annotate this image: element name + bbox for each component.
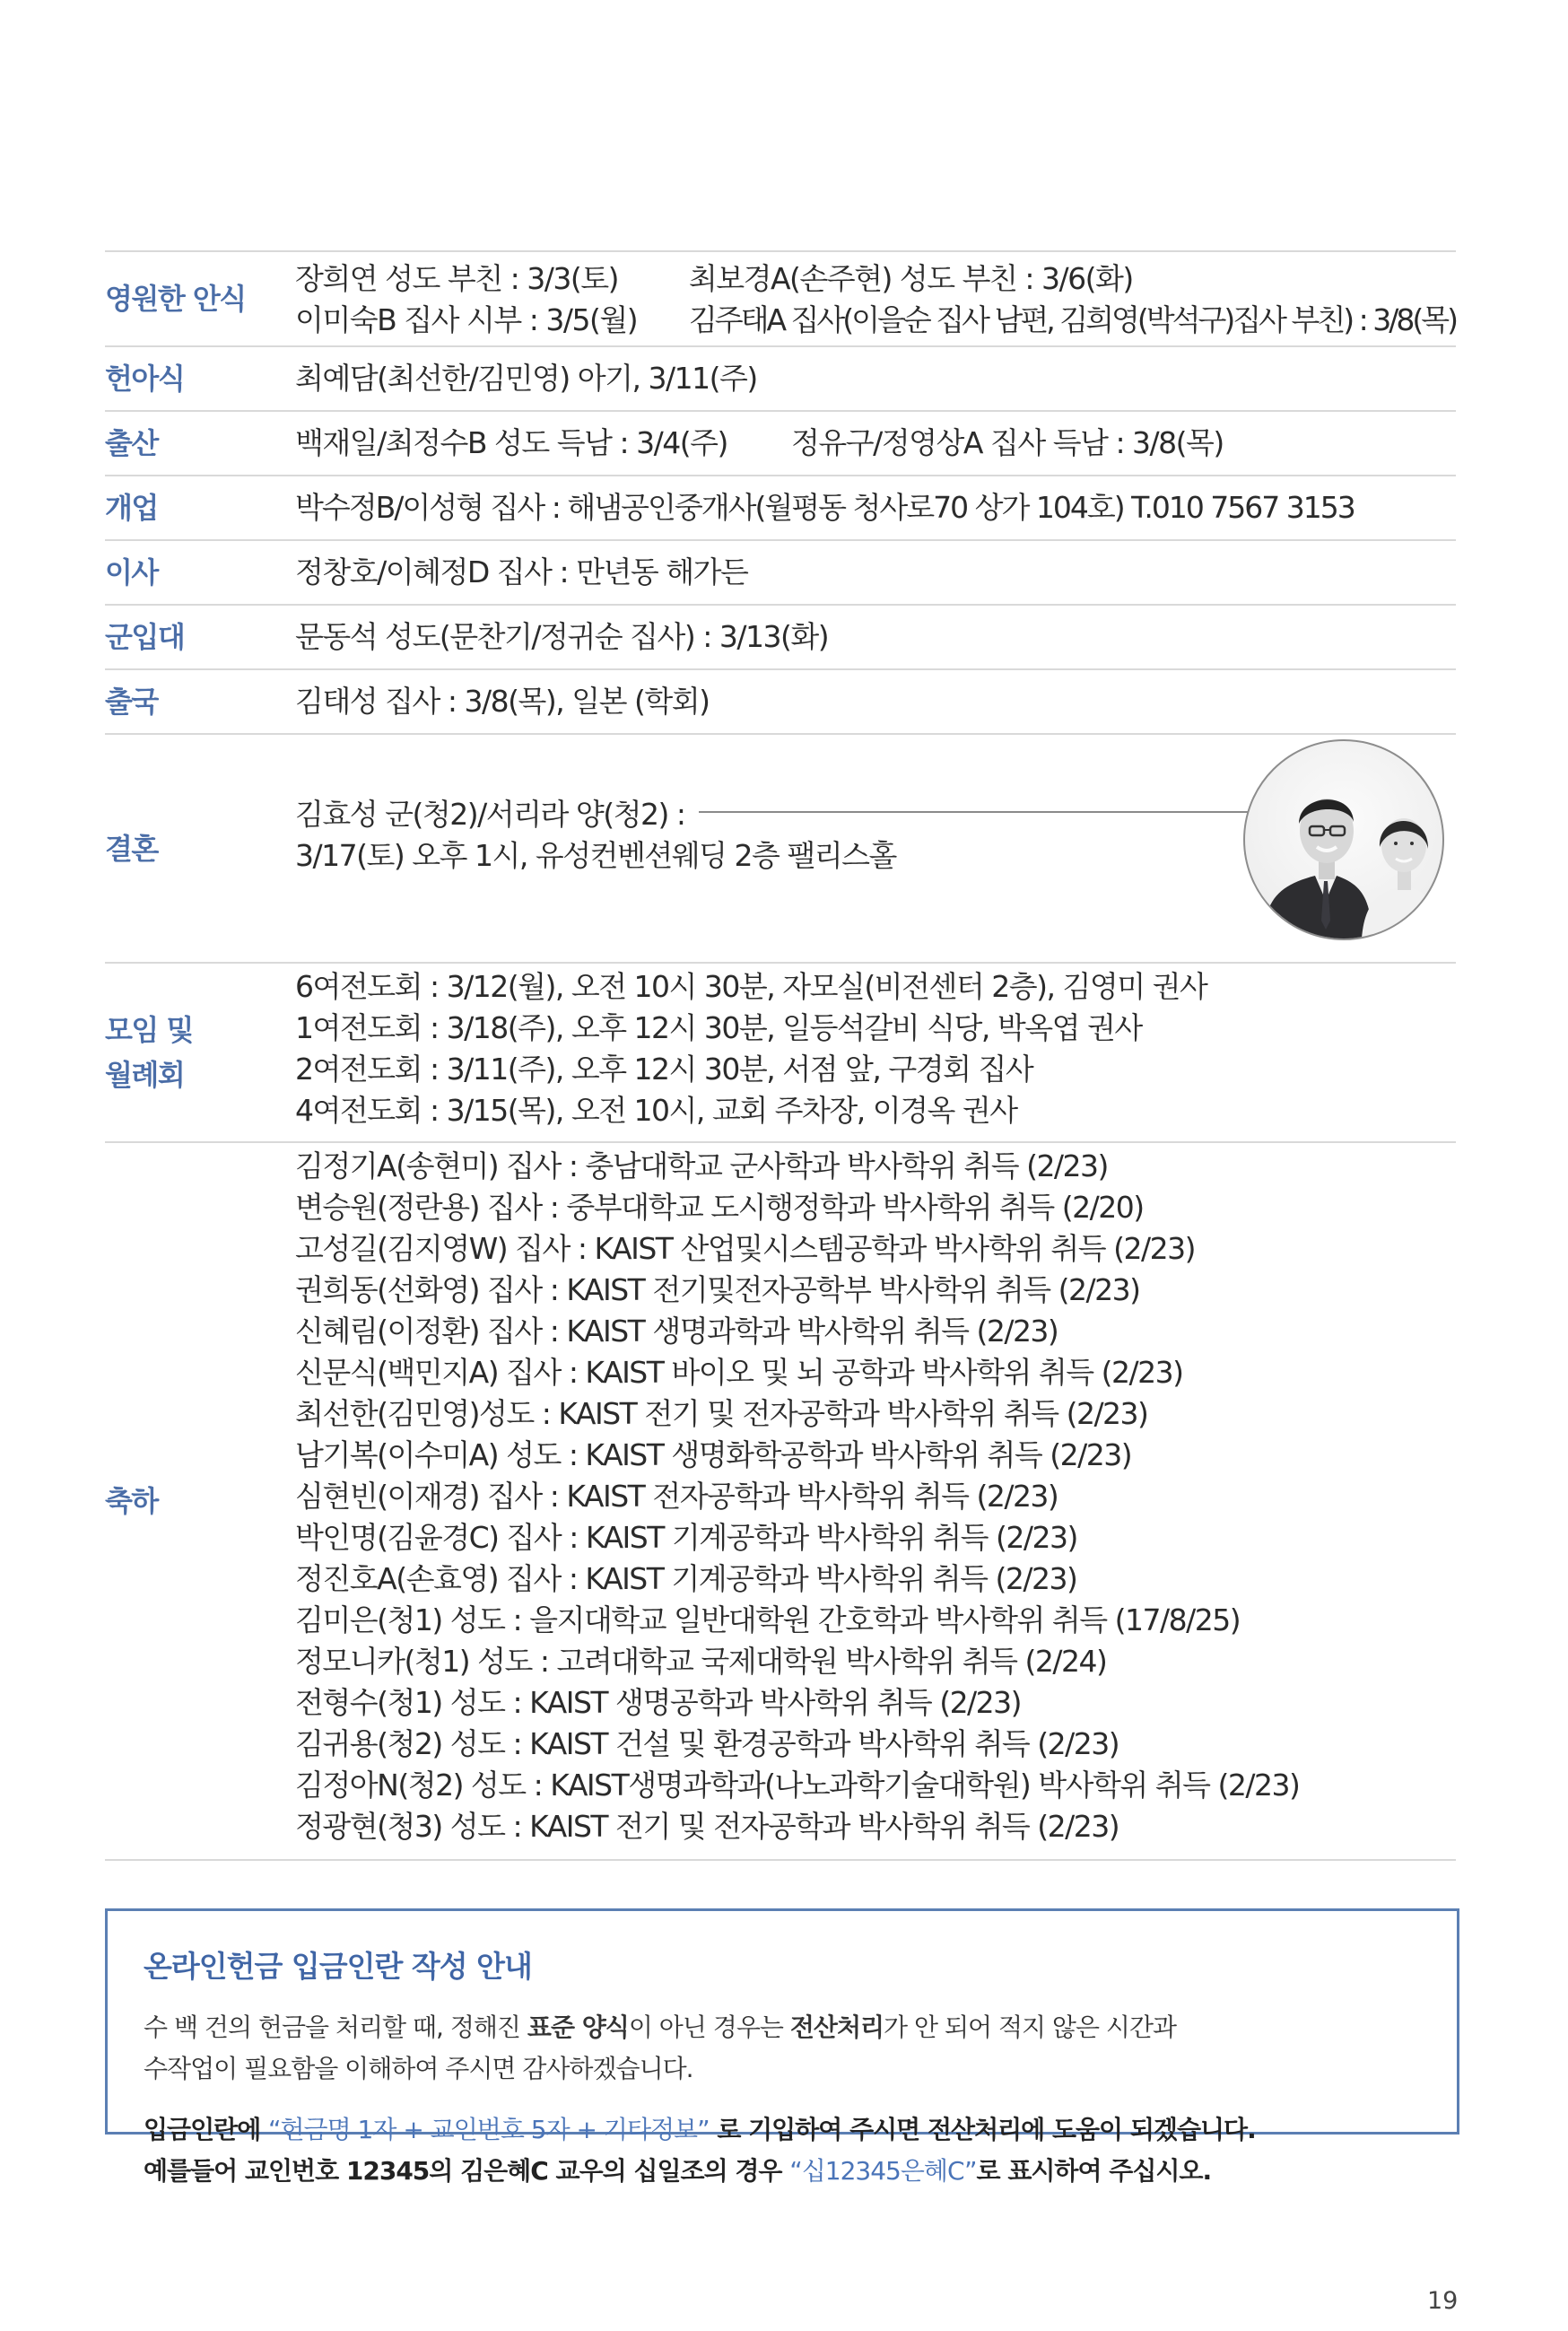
- row-military: [105, 606, 1456, 670]
- list-item: 3/17(토) 오후 1시, 유성컨벤션웨딩 2층 팰리스홀: [295, 838, 896, 873]
- category-label: 개업: [105, 491, 158, 525]
- list-item: 정창호/이혜정D 집사 : 만년동 해가든: [295, 554, 748, 589]
- list-item: 김귀용(청2) 성도 : KAIST 건설 및 환경공학과 박사학위 취득 (2/23): [295, 1726, 1119, 1761]
- list-item: 2여전도회 : 3/11(주), 오후 12시 30분, 서점 앞, 구경회 집사: [295, 1052, 1033, 1087]
- category-label: 군입대: [105, 620, 185, 654]
- row-business: [105, 476, 1456, 541]
- category-label: 출산: [105, 426, 158, 460]
- wedding-couple-photo: [1243, 739, 1444, 940]
- row-departure: [105, 670, 1456, 735]
- list-item: 김주태A 집사(이을순 집사 남편, 김희영(박석구)집사 부친) : 3/8(목): [688, 302, 1456, 337]
- notice-text: 입금인란에: [144, 2115, 268, 2144]
- list-item: 최보경A(손주현) 성도 부친 : 3/6(화): [688, 261, 1133, 296]
- list-item: 6여전도회 : 3/12(월), 오전 10시 30분, 자모실(비전센터 2층), 김영미 권사: [295, 969, 1207, 1004]
- category-label: 축하: [105, 1484, 158, 1518]
- list-item: 백재일/최정수B 성도 득남 : 3/4(주): [295, 425, 727, 460]
- list-item: 김정기A(송현미) 집사 : 충남대학교 군사학과 박사학위 취득 (2/23): [295, 1148, 1108, 1183]
- online-offering-notice: [105, 1908, 1459, 2186]
- row-moving: [105, 541, 1456, 606]
- list-item: 1여전도회 : 3/18(주), 오후 12시 30분, 일등석갈비 식당, 박옥엽 권사: [295, 1010, 1142, 1045]
- row-meetings: [105, 964, 1456, 1143]
- category-label: 영원한 안식: [105, 282, 246, 316]
- list-item: 정진호A(손효영) 집사 : KAIST 기계공학과 박사학위 취득 (2/23): [295, 1561, 1077, 1596]
- category-label: 이사: [105, 555, 158, 589]
- notice-text: 로 기입하여 주시면 전산처리에 도움이 되겠습니다.: [709, 2115, 1256, 2144]
- row-dedication: [105, 347, 1456, 412]
- leader-line: [699, 811, 1264, 813]
- notice-body: [144, 2007, 1176, 2090]
- notice-format-example: “헌금명 1자 + 교인번호 5자 + 기타정보”: [268, 2115, 710, 2144]
- list-item: 신문식(백민지A) 집사 : KAIST 바이오 및 뇌 공학과 박사학위 취득 (2/23): [295, 1355, 1183, 1390]
- list-item: 장희연 성도 부친 : 3/3(토): [295, 261, 618, 296]
- list-item: 김효성 군(청2)/서리라 양(청2) :: [295, 797, 685, 832]
- category-label: 출국: [105, 685, 158, 719]
- notice-emphasis: 표준 양식: [527, 2012, 629, 2042]
- notice-text: 로 표시하여 주십시오.: [976, 2156, 1212, 2186]
- category-label: 결혼: [105, 831, 158, 866]
- notice-text: 가 안 되어 적지 않은 시간과: [884, 2012, 1177, 2042]
- notice-emphasis: 전산처리: [789, 2012, 884, 2042]
- list-item: 4여전도회 : 3/15(목), 오전 10시, 교회 주차장, 이경옥 권사: [295, 1093, 1017, 1128]
- row-birth: [105, 412, 1456, 476]
- list-item: 심현빈(이재경) 집사 : KAIST 전자공학과 박사학위 취득 (2/23): [295, 1479, 1058, 1514]
- notice-text: 수작업이 필요함을 이해하여 주시면 감사하겠습니다.: [144, 2054, 693, 2083]
- list-item: 박인명(김윤경C) 집사 : KAIST 기계공학과 박사학위 취득 (2/23): [295, 1520, 1077, 1555]
- notice-title: 온라인헌금 입금인란 작성 안내: [144, 1949, 532, 1984]
- list-item: 권희동(선화영) 집사 : KAIST 전기및전자공학부 박사학위 취득 (2/23): [295, 1272, 1140, 1307]
- list-item: 최선한(김민영)성도 : KAIST 전기 및 전자공학과 박사학위 취득 (2/23): [295, 1396, 1148, 1431]
- notice-text: 수 백 건의 헌금을 처리할 때, 정해진: [144, 2012, 527, 2042]
- category-label: [105, 964, 293, 1141]
- row-congratulations: [105, 1143, 1456, 1861]
- list-item: 김미은(청1) 성도 : 을지대학교 일반대학원 간호학과 박사학위 취득 (17/8/25): [295, 1602, 1241, 1637]
- list-item: 전형수(청1) 성도 : KAIST 생명공학과 박사학위 취득 (2/23): [295, 1685, 1022, 1720]
- list-item: 이미숙B 집사 시부 : 3/5(월): [295, 302, 638, 337]
- category-label: 헌아식: [105, 362, 185, 396]
- row-eternal-rest: [105, 252, 1456, 347]
- list-item: 김정아N(청2) 성도 : KAIST생명과학과(나노과학기술대학원) 박사학위 취득 (2/23): [295, 1768, 1300, 1803]
- couple-illustration: [1245, 741, 1442, 939]
- notice-instructions: [144, 2109, 1256, 2192]
- list-item: 최예담(최선한/김민영) 아기, 3/11(주): [295, 361, 757, 396]
- category-label-line: 월례회: [105, 1058, 185, 1092]
- list-item: 정유구/정영상A 집사 득남 : 3/8(목): [791, 425, 1224, 460]
- list-item: 정광현(청3) 성도 : KAIST 전기 및 전자공학과 박사학위 취득 (2/23): [295, 1809, 1119, 1844]
- list-item: 박수정B/이성형 집사 : 해냄공인중개사(월평동 청사로70 상가 104호) T.010 7567 3153: [295, 490, 1355, 525]
- list-item: 문동석 성도(문찬기/정귀순 집사) : 3/13(화): [295, 619, 829, 654]
- list-item: 고성길(김지영W) 집사 : KAIST 산업및시스템공학과 박사학위 취득 (2/23): [295, 1231, 1195, 1266]
- list-item: 남기복(이수미A) 성도 : KAIST 생명화학공학과 박사학위 취득 (2/23): [295, 1437, 1132, 1472]
- category-label-line: 모임 및: [105, 1013, 193, 1047]
- list-item: 김태성 집사 : 3/8(목), 일본 (학회): [295, 684, 710, 719]
- row-wedding: [105, 735, 1456, 964]
- news-table: [105, 250, 1456, 1861]
- notice-format-example: “십12345은혜C”: [789, 2156, 977, 2186]
- notice-text: 예를들어 교인번호 12345의 김은혜C 교우의 십일조의 경우: [144, 2156, 790, 2186]
- list-item: 변승원(정란용) 집사 : 중부대학교 도시행정학과 박사학위 취득 (2/20): [295, 1190, 1144, 1225]
- list-item: 신혜림(이정환) 집사 : KAIST 생명과학과 박사학위 취득 (2/23): [295, 1314, 1058, 1349]
- notice-text: 이 아닌 경우는: [628, 2012, 790, 2042]
- list-item: 정모니카(청1) 성도 : 고려대학교 국제대학원 박사학위 취득 (2/24): [295, 1644, 1107, 1679]
- page-number: 19: [1427, 2287, 1459, 2315]
